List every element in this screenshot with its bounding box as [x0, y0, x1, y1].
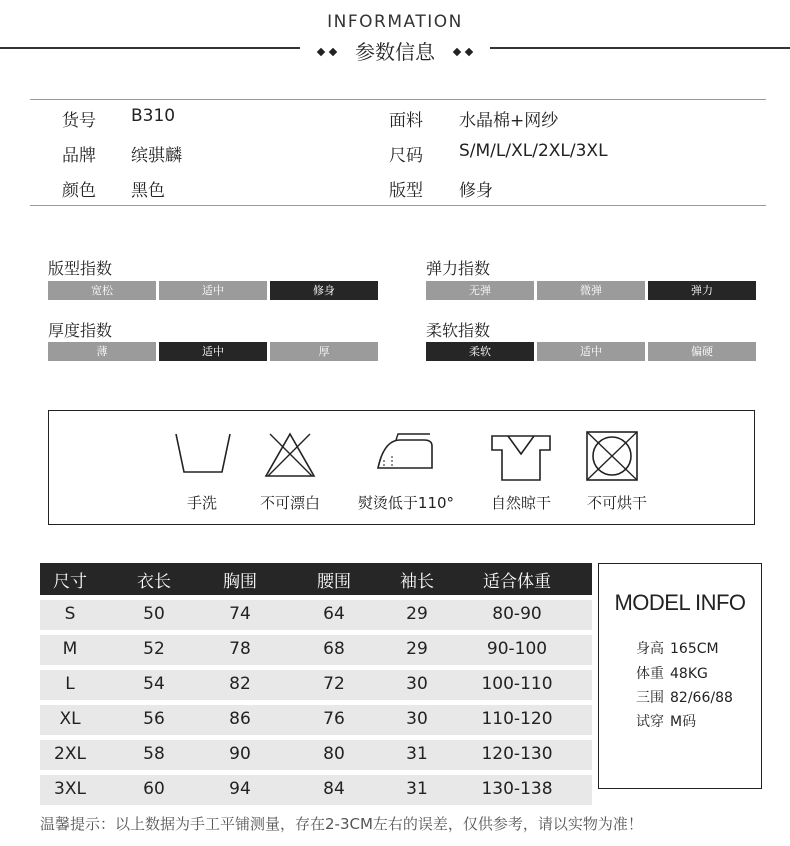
model-item	[636, 711, 696, 731]
thickness-option: 薄	[48, 342, 156, 361]
care-label: 自然晾干	[490, 494, 551, 512]
thickness-option-selected: 适中	[159, 342, 267, 361]
param-value: 缤骐麟	[131, 146, 182, 166]
care-label: 不可漂白	[259, 494, 320, 512]
model-item-key: 身高	[636, 641, 664, 657]
model-item-value: 165CM	[670, 641, 719, 657]
header-english-title: INFORMATION	[327, 12, 463, 32]
table-cell: 30	[406, 674, 428, 694]
elastic-option-selected: 弹力	[648, 281, 756, 300]
thickness-option: 厚	[270, 342, 378, 361]
table-header-cell: 衣长	[137, 572, 171, 592]
table-cell: 120-130	[481, 744, 553, 764]
table-cell: 80	[323, 744, 345, 764]
param-key: 品牌	[62, 146, 96, 166]
table-cell: 80-90	[492, 604, 542, 624]
param-value: S/M/L/XL/2XL/3XL	[459, 141, 608, 161]
footnote: 温馨提示：以上数据为手工平铺测量，存在2-3CM左右的误差，仅供参考，请以实物为准！	[40, 815, 643, 833]
model-info-title: MODEL INFO	[614, 590, 746, 615]
table-cell: 68	[323, 639, 345, 659]
table-cell: 76	[323, 709, 345, 729]
care-label: 不可烘干	[586, 494, 647, 512]
table-cell: 30	[406, 709, 428, 729]
diamond-icon	[328, 47, 336, 55]
table-cell: 3XL	[54, 779, 86, 799]
params-bottom-rule	[30, 205, 766, 206]
model-item-key: 试穿	[636, 714, 664, 730]
param-value: 修身	[459, 181, 493, 201]
table-header-cell: 适合体重	[483, 572, 551, 592]
param-value: B310	[131, 106, 176, 126]
table-header-cell: 胸围	[223, 572, 257, 592]
table-cell: L	[65, 674, 75, 694]
header-chinese-text: 参数信息	[355, 40, 435, 64]
model-item-value: 48KG	[670, 666, 708, 682]
table-header-cell: 袖长	[400, 572, 434, 592]
iron-110-icon	[374, 432, 436, 472]
softness-option-selected: 柔软	[426, 342, 534, 361]
line-dry-icon	[488, 432, 554, 484]
param-key: 尺码	[389, 146, 423, 166]
table-cell: 110-120	[481, 709, 553, 729]
model-item-key: 体重	[636, 666, 664, 682]
fit-option: 适中	[159, 281, 267, 300]
model-item	[636, 638, 719, 658]
params-top-rule	[30, 99, 766, 100]
param-value: 水晶棉+网纱	[459, 111, 559, 131]
hand-wash-icon	[172, 430, 234, 480]
table-cell: 58	[143, 744, 165, 764]
table-cell: 60	[143, 779, 165, 799]
table-cell: 84	[323, 779, 345, 799]
header-chinese-title	[0, 36, 790, 65]
table-cell: 64	[323, 604, 345, 624]
elastic-option: 无弹	[426, 281, 534, 300]
table-cell: 130-138	[481, 779, 553, 799]
diamond-icon	[465, 47, 473, 55]
table-cell: 90-100	[486, 639, 548, 659]
table-cell: 31	[406, 744, 428, 764]
param-value: 黑色	[131, 181, 165, 201]
no-bleach-icon	[262, 430, 318, 480]
care-label: 熨烫低于110°	[357, 494, 455, 512]
fit-option-selected: 修身	[270, 281, 378, 300]
table-cell: 29	[406, 604, 428, 624]
table-cell: 100-110	[481, 674, 553, 694]
model-item	[636, 663, 708, 683]
table-header-cell: 腰围	[317, 572, 351, 592]
softness-option: 适中	[537, 342, 645, 361]
table-cell: XL	[59, 709, 81, 729]
table-cell: 94	[229, 779, 251, 799]
table-cell: 56	[143, 709, 165, 729]
table-cell: 90	[229, 744, 251, 764]
table-cell: 50	[143, 604, 165, 624]
param-key: 颜色	[62, 181, 96, 201]
table-cell: 29	[406, 639, 428, 659]
param-key: 面料	[389, 111, 423, 131]
table-cell: 31	[406, 779, 428, 799]
table-cell: M	[62, 639, 78, 659]
model-item-value: M码	[670, 714, 697, 730]
table-cell: 52	[143, 639, 165, 659]
table-cell: S	[64, 604, 76, 624]
table-cell: 86	[229, 709, 251, 729]
softness-option: 偏硬	[648, 342, 756, 361]
thickness-index-title: 厚度指数	[48, 321, 113, 340]
care-label: 手洗	[186, 494, 217, 512]
elastic-option: 微弹	[537, 281, 645, 300]
diamond-icon	[316, 47, 324, 55]
model-item	[636, 687, 733, 707]
table-cell: 78	[229, 639, 251, 659]
table-cell: 2XL	[54, 744, 86, 764]
table-header-cell: 尺寸	[53, 572, 87, 592]
table-cell: 74	[229, 604, 251, 624]
softness-index-title: 柔软指数	[426, 321, 491, 340]
param-key: 版型	[389, 181, 423, 201]
elastic-index-title: 弹力指数	[426, 259, 491, 278]
table-cell: 82	[229, 674, 251, 694]
model-item-key: 三围	[636, 690, 664, 706]
param-key: 货号	[62, 111, 96, 131]
fit-option: 宽松	[48, 281, 156, 300]
table-cell: 54	[143, 674, 165, 694]
fit-index-title: 版型指数	[48, 259, 113, 278]
table-cell: 72	[323, 674, 345, 694]
model-item-value: 82/66/88	[670, 690, 733, 706]
no-tumble-dry-icon	[583, 428, 641, 484]
diamond-icon	[453, 47, 461, 55]
